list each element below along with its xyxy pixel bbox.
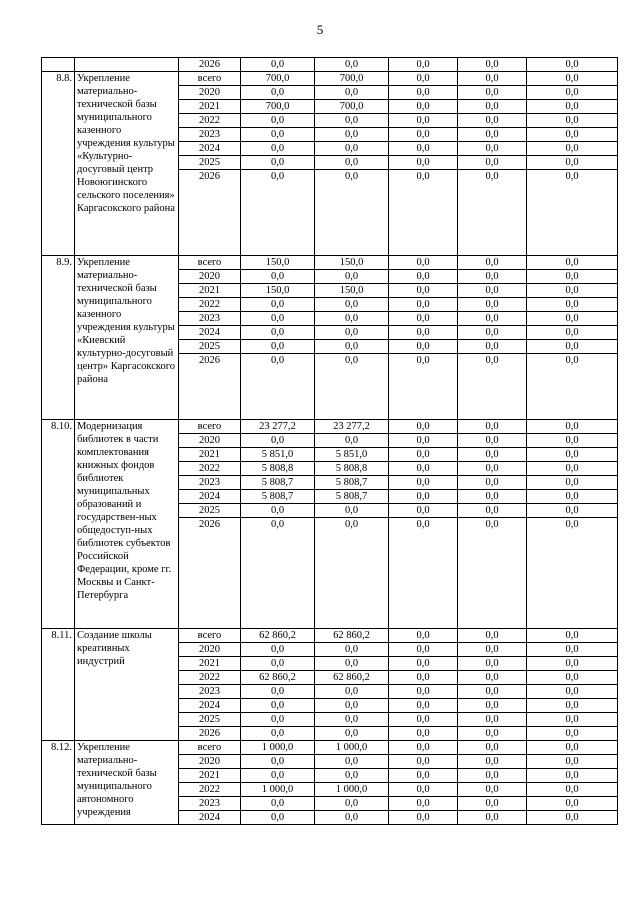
value-cell: 0,0 — [458, 142, 527, 156]
value-cell: 0,0 — [527, 434, 618, 448]
year-cell: 2023 — [179, 797, 241, 811]
value-cell: 0,0 — [389, 741, 458, 755]
value-cell: 0,0 — [527, 783, 618, 797]
year-cell: 2026 — [179, 727, 241, 741]
value-cell: 0,0 — [458, 448, 527, 462]
value-cell: 0,0 — [458, 727, 527, 741]
value-cell: 5 851,0 — [315, 448, 389, 462]
value-cell: 0,0 — [458, 518, 527, 629]
value-cell: 0,0 — [527, 755, 618, 769]
value-cell: 0,0 — [315, 643, 389, 657]
value-cell: 0,0 — [458, 657, 527, 671]
value-cell: 0,0 — [527, 727, 618, 741]
year-cell: 2024 — [179, 699, 241, 713]
year-cell: 2022 — [179, 462, 241, 476]
value-cell: 0,0 — [315, 685, 389, 699]
value-cell: 0,0 — [241, 142, 315, 156]
value-cell: 0,0 — [315, 142, 389, 156]
section-name: Укрепление материально-технической базы муниципального казенного учреждения культуры «Культурно-досуговый центр Новоюгинского сельского поселения» Каргасокского района — [75, 72, 179, 256]
year-cell: 2026 — [179, 354, 241, 420]
value-cell: 0,0 — [458, 685, 527, 699]
value-cell: 0,0 — [241, 354, 315, 420]
value-cell: 0,0 — [389, 86, 458, 100]
value-cell: 0,0 — [241, 156, 315, 170]
value-cell: 0,0 — [389, 462, 458, 476]
section-name: Укрепление материально-технической базы муниципального казенного учреждения культуры «Киевский культурно-досуговый центр» Каргасокского района — [75, 256, 179, 420]
value-cell: 0,0 — [527, 671, 618, 685]
value-cell: 0,0 — [315, 657, 389, 671]
value-cell: 0,0 — [458, 643, 527, 657]
value-cell: 0,0 — [241, 713, 315, 727]
year-cell: 2023 — [179, 685, 241, 699]
value-cell: 0,0 — [458, 811, 527, 825]
value-cell: 0,0 — [389, 490, 458, 504]
value-cell: 0,0 — [315, 354, 389, 420]
value-cell: 0,0 — [458, 100, 527, 114]
value-cell: 0,0 — [389, 769, 458, 783]
value-cell: 0,0 — [389, 713, 458, 727]
value-cell: 700,0 — [241, 72, 315, 86]
value-cell: 1 000,0 — [241, 783, 315, 797]
value-cell: 150,0 — [241, 284, 315, 298]
year-cell: 2020 — [179, 270, 241, 284]
year-cell: 2020 — [179, 643, 241, 657]
value-cell: 0,0 — [527, 312, 618, 326]
value-cell: 0,0 — [527, 657, 618, 671]
value-cell: 0,0 — [458, 476, 527, 490]
value-cell: 0,0 — [315, 518, 389, 629]
value-cell: 0,0 — [527, 811, 618, 825]
value-cell: 0,0 — [241, 755, 315, 769]
table-body — [42, 58, 618, 825]
section-name: Создание школы креативных индустрий — [75, 629, 179, 741]
value-cell: 0,0 — [458, 256, 527, 270]
year-cell: 2023 — [179, 128, 241, 142]
page-number: 5 — [316, 22, 324, 37]
value-cell: 0,0 — [389, 256, 458, 270]
value-cell: 0,0 — [527, 504, 618, 518]
value-cell: 0,0 — [241, 699, 315, 713]
value-cell: 0,0 — [241, 58, 315, 72]
year-cell: всего — [179, 629, 241, 643]
year-cell: 2024 — [179, 490, 241, 504]
value-cell: 5 851,0 — [241, 448, 315, 462]
value-cell: 62 860,2 — [315, 671, 389, 685]
value-cell: 0,0 — [527, 643, 618, 657]
value-cell: 0,0 — [315, 797, 389, 811]
value-cell: 0,0 — [315, 86, 389, 100]
value-cell: 23 277,2 — [241, 420, 315, 434]
value-cell: 0,0 — [389, 783, 458, 797]
value-cell: 0,0 — [527, 797, 618, 811]
value-cell: 5 808,7 — [241, 490, 315, 504]
value-cell: 0,0 — [458, 434, 527, 448]
year-cell: 2025 — [179, 504, 241, 518]
value-cell: 62 860,2 — [315, 629, 389, 643]
value-cell: 0,0 — [315, 156, 389, 170]
value-cell: 0,0 — [458, 156, 527, 170]
year-cell: 2021 — [179, 657, 241, 671]
value-cell: 0,0 — [389, 504, 458, 518]
year-cell: 2023 — [179, 312, 241, 326]
value-cell: 0,0 — [315, 434, 389, 448]
table-row — [42, 256, 618, 270]
value-cell: 0,0 — [241, 797, 315, 811]
value-cell: 0,0 — [527, 420, 618, 434]
value-cell: 0,0 — [527, 298, 618, 312]
value-cell: 0,0 — [389, 156, 458, 170]
value-cell: 0,0 — [389, 312, 458, 326]
value-cell: 0,0 — [527, 58, 618, 72]
year-cell: всего — [179, 741, 241, 755]
value-cell: 0,0 — [458, 114, 527, 128]
section-number: 8.9. — [42, 256, 75, 420]
value-cell: 0,0 — [241, 434, 315, 448]
value-cell: 0,0 — [315, 270, 389, 284]
year-cell: 2025 — [179, 340, 241, 354]
value-cell: 0,0 — [389, 685, 458, 699]
value-cell: 700,0 — [315, 100, 389, 114]
value-cell: 0,0 — [389, 448, 458, 462]
value-cell: 0,0 — [389, 284, 458, 298]
value-cell: 0,0 — [315, 312, 389, 326]
value-cell: 0,0 — [389, 100, 458, 114]
value-cell: 0,0 — [527, 86, 618, 100]
value-cell: 0,0 — [315, 340, 389, 354]
value-cell: 0,0 — [527, 128, 618, 142]
value-cell: 0,0 — [458, 797, 527, 811]
section-name: Модернизация библиотек в части комплектования книжных фондов библиотек муниципальных образований и государствен-ных общедоступ-ных библиотек субъектов Российской Федерации, кроме гг. Москвы и Санкт-Петербурга — [75, 420, 179, 629]
year-cell: всего — [179, 72, 241, 86]
value-cell: 0,0 — [458, 769, 527, 783]
value-cell: 0,0 — [315, 298, 389, 312]
value-cell: 0,0 — [527, 490, 618, 504]
value-cell: 0,0 — [389, 114, 458, 128]
year-cell: 2023 — [179, 476, 241, 490]
year-cell: 2021 — [179, 769, 241, 783]
budget-table — [41, 57, 618, 825]
value-cell: 0,0 — [458, 699, 527, 713]
value-cell: 62 860,2 — [241, 671, 315, 685]
value-cell: 0,0 — [458, 741, 527, 755]
value-cell: 0,0 — [389, 128, 458, 142]
value-cell: 0,0 — [389, 434, 458, 448]
year-cell: 2022 — [179, 783, 241, 797]
value-cell: 0,0 — [315, 170, 389, 256]
value-cell: 0,0 — [241, 170, 315, 256]
year-cell: 2026 — [179, 170, 241, 256]
value-cell: 0,0 — [458, 340, 527, 354]
year-cell: 2021 — [179, 448, 241, 462]
year-cell: 2020 — [179, 434, 241, 448]
value-cell: 0,0 — [241, 298, 315, 312]
value-cell: 0,0 — [458, 58, 527, 72]
value-cell: 0,0 — [389, 298, 458, 312]
value-cell: 62 860,2 — [241, 629, 315, 643]
value-cell: 0,0 — [458, 490, 527, 504]
value-cell: 0,0 — [389, 671, 458, 685]
value-cell: 0,0 — [241, 340, 315, 354]
value-cell: 0,0 — [389, 727, 458, 741]
value-cell: 0,0 — [458, 713, 527, 727]
value-cell: 0,0 — [458, 326, 527, 340]
value-cell: 0,0 — [527, 462, 618, 476]
value-cell: 0,0 — [458, 312, 527, 326]
value-cell: 0,0 — [389, 420, 458, 434]
value-cell: 5 808,8 — [241, 462, 315, 476]
value-cell: 0,0 — [315, 504, 389, 518]
table-row — [42, 420, 618, 434]
value-cell: 0,0 — [389, 755, 458, 769]
year-cell: 2025 — [179, 713, 241, 727]
value-cell: 0,0 — [241, 128, 315, 142]
value-cell: 0,0 — [315, 769, 389, 783]
year-cell: 2026 — [179, 518, 241, 629]
value-cell: 5 808,7 — [241, 476, 315, 490]
value-cell: 0,0 — [241, 727, 315, 741]
year-cell: 2025 — [179, 156, 241, 170]
value-cell: 0,0 — [527, 769, 618, 783]
section-number: 8.8. — [42, 72, 75, 256]
value-cell: 0,0 — [527, 741, 618, 755]
value-cell: 0,0 — [458, 354, 527, 420]
value-cell: 0,0 — [527, 256, 618, 270]
value-cell: 0,0 — [315, 58, 389, 72]
value-cell: 5 808,7 — [315, 476, 389, 490]
year-cell: 2020 — [179, 755, 241, 769]
section-number: 8.12. — [42, 741, 75, 825]
value-cell: 0,0 — [458, 86, 527, 100]
value-cell: 0,0 — [389, 326, 458, 340]
value-cell: 700,0 — [241, 100, 315, 114]
value-cell: 0,0 — [389, 518, 458, 629]
value-cell: 0,0 — [241, 769, 315, 783]
value-cell: 0,0 — [458, 671, 527, 685]
value-cell: 0,0 — [527, 72, 618, 86]
value-cell: 0,0 — [389, 643, 458, 657]
value-cell: 23 277,2 — [315, 420, 389, 434]
value-cell: 0,0 — [241, 270, 315, 284]
value-cell: 0,0 — [389, 270, 458, 284]
value-cell: 0,0 — [315, 699, 389, 713]
value-cell: 0,0 — [527, 685, 618, 699]
value-cell: 0,0 — [241, 114, 315, 128]
section-name: Укрепление материально-технической базы муниципального автономного учреждения — [75, 741, 179, 825]
value-cell: 0,0 — [527, 699, 618, 713]
value-cell: 0,0 — [458, 298, 527, 312]
value-cell: 1 000,0 — [241, 741, 315, 755]
value-cell: 0,0 — [527, 629, 618, 643]
value-cell: 0,0 — [527, 156, 618, 170]
table-row — [42, 741, 618, 755]
value-cell: 0,0 — [458, 755, 527, 769]
value-cell: 0,0 — [527, 340, 618, 354]
value-cell: 5 808,8 — [315, 462, 389, 476]
value-cell: 0,0 — [241, 326, 315, 340]
value-cell: 0,0 — [241, 504, 315, 518]
value-cell: 0,0 — [315, 713, 389, 727]
value-cell: 0,0 — [527, 100, 618, 114]
year-cell: всего — [179, 420, 241, 434]
table-row — [42, 72, 618, 86]
section-number-cell — [42, 58, 75, 72]
value-cell: 0,0 — [527, 284, 618, 298]
year-cell: 2022 — [179, 671, 241, 685]
value-cell: 0,0 — [389, 797, 458, 811]
value-cell: 0,0 — [315, 114, 389, 128]
year-cell: 2022 — [179, 114, 241, 128]
value-cell: 0,0 — [389, 629, 458, 643]
value-cell: 700,0 — [315, 72, 389, 86]
value-cell: 0,0 — [241, 86, 315, 100]
year-cell: 2026 — [179, 58, 241, 72]
value-cell: 0,0 — [458, 270, 527, 284]
value-cell: 0,0 — [241, 811, 315, 825]
value-cell: 0,0 — [458, 462, 527, 476]
value-cell: 0,0 — [389, 699, 458, 713]
value-cell: 0,0 — [389, 142, 458, 156]
year-cell: 2021 — [179, 284, 241, 298]
value-cell: 0,0 — [527, 518, 618, 629]
section-number: 8.11. — [42, 629, 75, 741]
value-cell: 0,0 — [315, 326, 389, 340]
table-row — [42, 629, 618, 643]
value-cell: 0,0 — [315, 755, 389, 769]
value-cell: 0,0 — [527, 713, 618, 727]
year-cell: 2024 — [179, 811, 241, 825]
value-cell: 0,0 — [458, 170, 527, 256]
value-cell: 0,0 — [315, 727, 389, 741]
value-cell: 0,0 — [458, 128, 527, 142]
value-cell: 0,0 — [241, 657, 315, 671]
year-cell: всего — [179, 256, 241, 270]
value-cell: 1 000,0 — [315, 741, 389, 755]
value-cell: 0,0 — [241, 643, 315, 657]
value-cell: 0,0 — [389, 476, 458, 490]
value-cell: 150,0 — [315, 256, 389, 270]
value-cell: 0,0 — [458, 629, 527, 643]
value-cell: 0,0 — [458, 420, 527, 434]
value-cell: 0,0 — [315, 128, 389, 142]
year-cell: 2022 — [179, 298, 241, 312]
year-cell: 2020 — [179, 86, 241, 100]
section-number: 8.10. — [42, 420, 75, 629]
value-cell: 0,0 — [389, 72, 458, 86]
value-cell: 0,0 — [315, 811, 389, 825]
value-cell: 1 000,0 — [315, 783, 389, 797]
year-cell: 2024 — [179, 142, 241, 156]
value-cell: 0,0 — [241, 685, 315, 699]
value-cell: 0,0 — [389, 170, 458, 256]
value-cell: 0,0 — [458, 284, 527, 298]
value-cell: 0,0 — [527, 448, 618, 462]
value-cell: 0,0 — [241, 312, 315, 326]
value-cell: 0,0 — [458, 72, 527, 86]
value-cell: 0,0 — [527, 114, 618, 128]
value-cell: 0,0 — [241, 518, 315, 629]
value-cell: 0,0 — [527, 476, 618, 490]
value-cell: 0,0 — [389, 340, 458, 354]
value-cell: 0,0 — [527, 170, 618, 256]
table-row — [42, 58, 618, 72]
value-cell: 150,0 — [241, 256, 315, 270]
value-cell: 0,0 — [527, 142, 618, 156]
value-cell: 0,0 — [389, 58, 458, 72]
value-cell: 0,0 — [527, 270, 618, 284]
value-cell: 0,0 — [389, 354, 458, 420]
value-cell: 5 808,7 — [315, 490, 389, 504]
value-cell: 0,0 — [527, 354, 618, 420]
value-cell: 0,0 — [389, 657, 458, 671]
year-cell: 2021 — [179, 100, 241, 114]
section-name-cell — [75, 58, 179, 72]
value-cell: 0,0 — [527, 326, 618, 340]
value-cell: 0,0 — [458, 783, 527, 797]
year-cell: 2024 — [179, 326, 241, 340]
value-cell: 0,0 — [458, 504, 527, 518]
value-cell: 150,0 — [315, 284, 389, 298]
value-cell: 0,0 — [389, 811, 458, 825]
